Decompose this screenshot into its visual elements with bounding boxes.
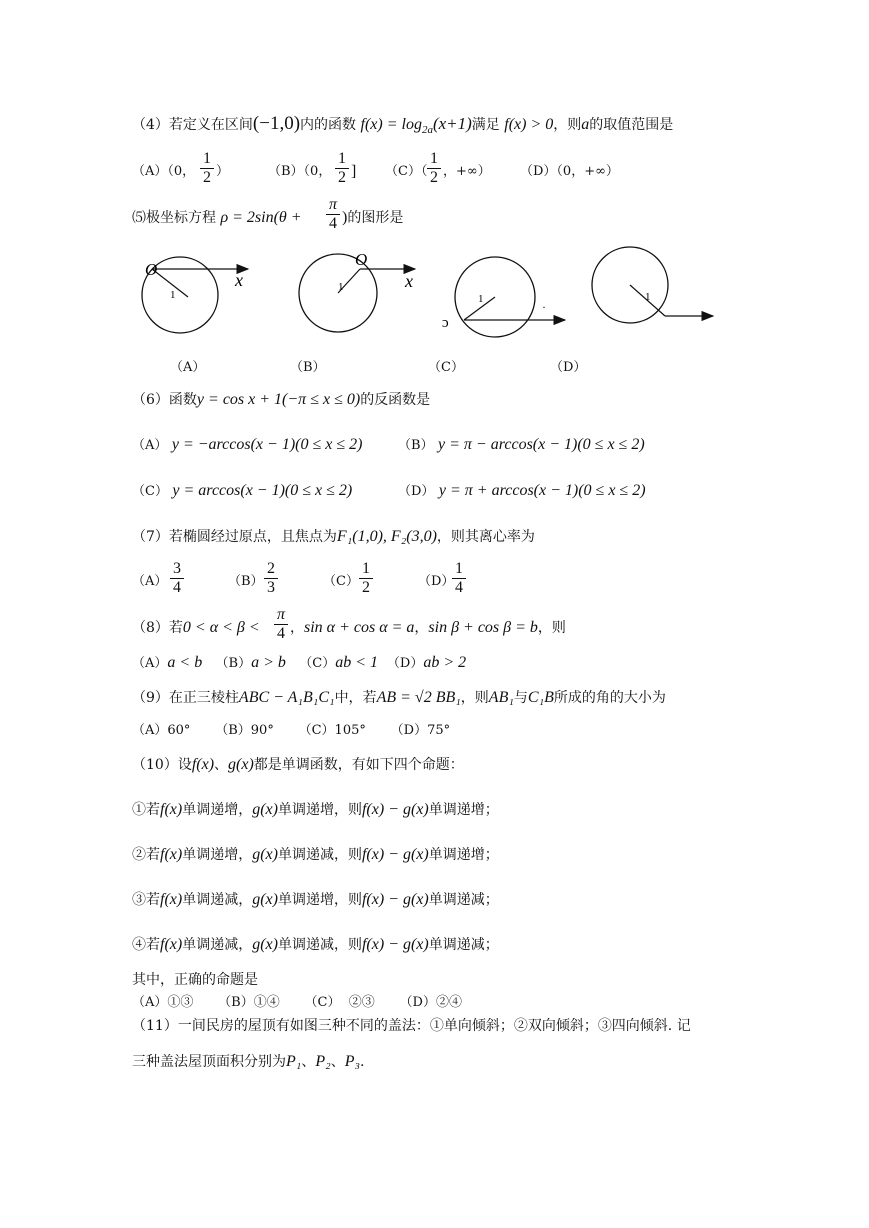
q4-option-b: （B）（0， (268, 164, 332, 179)
q8-pi-over-4: π 4 (274, 606, 288, 643)
q5-figure-b (299, 250, 415, 332)
q5-figure-c (442, 257, 565, 337)
axis-label: x (235, 270, 243, 290)
q4-text: 的取值范围是 (589, 117, 674, 133)
q7-option-c: （C） (323, 574, 359, 589)
q7-fraction-c: 1 2 (359, 560, 373, 597)
q4-option-a: （A）（0， (132, 164, 196, 179)
q7-option-b: （B） (228, 574, 264, 589)
q4-option-c: （C）（ (385, 164, 428, 179)
q8-inequality: 0 < α < β < (182, 619, 260, 636)
q4-text: ，则 (553, 117, 582, 133)
q4-fraction: 1 2 (335, 150, 349, 187)
q4-log-base: 2a (421, 123, 433, 136)
origin-label: O (355, 250, 368, 269)
q6-function: y = cos x + 1(−π ≤ x ≤ 0) (196, 391, 361, 408)
q4-option-b-close: ] (351, 163, 357, 180)
q5-equation: ρ = 2sin(θ + (220, 209, 302, 226)
q5-figure-d (592, 247, 713, 323)
q9-stem: （9）在正三棱柱ABC − A₁B₁C₁中，若AB = √2 BB₁，则AB₁与C₁B所成的角的大小为 (132, 689, 666, 706)
q5-pi-over-4: π 4 (326, 196, 340, 233)
q10-proposition-3: ③若f(x)单调递减，g(x)单调递增，则f(x) − g(x)单调递减； (132, 891, 499, 908)
q10-proposition-4: ④若f(x)单调递减，g(x)单调递减，则f(x) − g(x)单调递减； (132, 936, 499, 953)
q10-proposition-1: ①若f(x)单调递增，g(x)单调递增，则f(x) − g(x)单调递增； (132, 801, 499, 818)
q8-stem-a: （8）若0 < α < β < (132, 619, 260, 636)
q4-fraction: 1 2 (200, 150, 214, 187)
q6-option-b: （B） y = π − arccos(x − 1)(0 ≤ x ≤ 2) (398, 436, 645, 453)
q5-figures (130, 245, 730, 355)
q4-text: 内的函数 (300, 117, 357, 133)
q8-options: （A）a < b （B）a > b （C）ab < 1 （D）ab > 2 (132, 654, 467, 671)
q7-option-a: （A） (132, 574, 168, 589)
origin-label: O (145, 260, 158, 279)
q4-text: （4）若定义在区间 (132, 117, 253, 133)
q6-option-a: （A） y = −arccos(x − 1)(0 ≤ x ≤ 2) (132, 436, 363, 453)
q4-variable: a (581, 116, 590, 133)
q10-proposition-2: ②若f(x)单调递增，g(x)单调递减，则f(x) − g(x)单调递增； (132, 846, 499, 863)
q5-figure-a (142, 257, 248, 333)
q4-stem (132, 114, 673, 140)
radius-label: 1 (338, 281, 344, 293)
q10-options: （A）①③ （B）①④ （C） ②③ （D）②④ (132, 995, 462, 1010)
q4-option-a-close: ） (216, 164, 230, 179)
q6-option-d: （D） y = π + arccos(x − 1)(0 ≤ x ≤ 2) (398, 482, 646, 499)
q11-stem-line2: 三种盖法屋顶面积分别为P₁、P₂、P₃. (132, 1053, 365, 1070)
q7-fraction-b: 2 3 (264, 560, 278, 597)
q5-label-b: （B） (290, 360, 326, 375)
axis-label: x (405, 271, 413, 291)
q4-function: f(x) = log (360, 116, 422, 133)
q5-label-a: （A） (170, 360, 206, 375)
q9-options: （A）60° （B）90° （C）105° （D）75° (132, 723, 451, 738)
q10-stem: （10）设f(x)、g(x)都是单调函数，有如下四个命题： (132, 756, 464, 773)
q5-label-d: （D） (550, 360, 587, 375)
q6-option-c: （C） y = arccos(x − 1)(0 ≤ x ≤ 2) (132, 482, 353, 499)
q7-foci: F₁(1,0), F₂(3,0) (336, 528, 437, 545)
q4-text: 满足 (471, 117, 500, 133)
q5-label-c: （C） (428, 360, 464, 375)
q7-stem: （7）若椭圆经过原点，且焦点为F₁(1,0), F₂(3,0)，则其离心率为 (132, 528, 535, 545)
q7-fraction-a: 3 4 (170, 560, 184, 597)
q4-condition: f(x) > 0 (504, 116, 554, 133)
radius-label: 1 (645, 291, 651, 303)
q10-conclusion: 其中，正确的命题是 (132, 972, 258, 988)
q11-stem-line1: （11）一间民房的屋顶有如图三种不同的盖法：①单向倾斜；②双向倾斜；③四向倾斜. 记 (132, 1018, 691, 1034)
q6-stem: （6）函数y = cos x + 1(−π ≤ x ≤ 0)的反函数是 (132, 391, 431, 408)
q5-stem-end: )的图形是 (342, 209, 404, 226)
q4-interval: (−1,0) (252, 113, 301, 134)
q5-text: ⑸极坐标方程 (132, 210, 216, 226)
q4-argument: (x+1) (432, 114, 472, 133)
q7-fraction-d: 1 4 (452, 560, 466, 597)
q4-option-c-close: ，+∞） (443, 164, 491, 179)
q4-option-d: （D）（0，+∞） (520, 164, 619, 179)
origin-label: ɔ (442, 315, 449, 331)
radius-label: 1 (170, 289, 176, 301)
q7-option-d: （D） (418, 574, 455, 589)
q8-stem-b: ，sin α + cos α = a，sin β + cos β = b，则 (290, 619, 566, 636)
axis-label: · (542, 300, 546, 314)
q5-stem (132, 208, 302, 228)
radius-label: 1 (478, 293, 484, 305)
q4-fraction: 1 2 (427, 150, 441, 187)
